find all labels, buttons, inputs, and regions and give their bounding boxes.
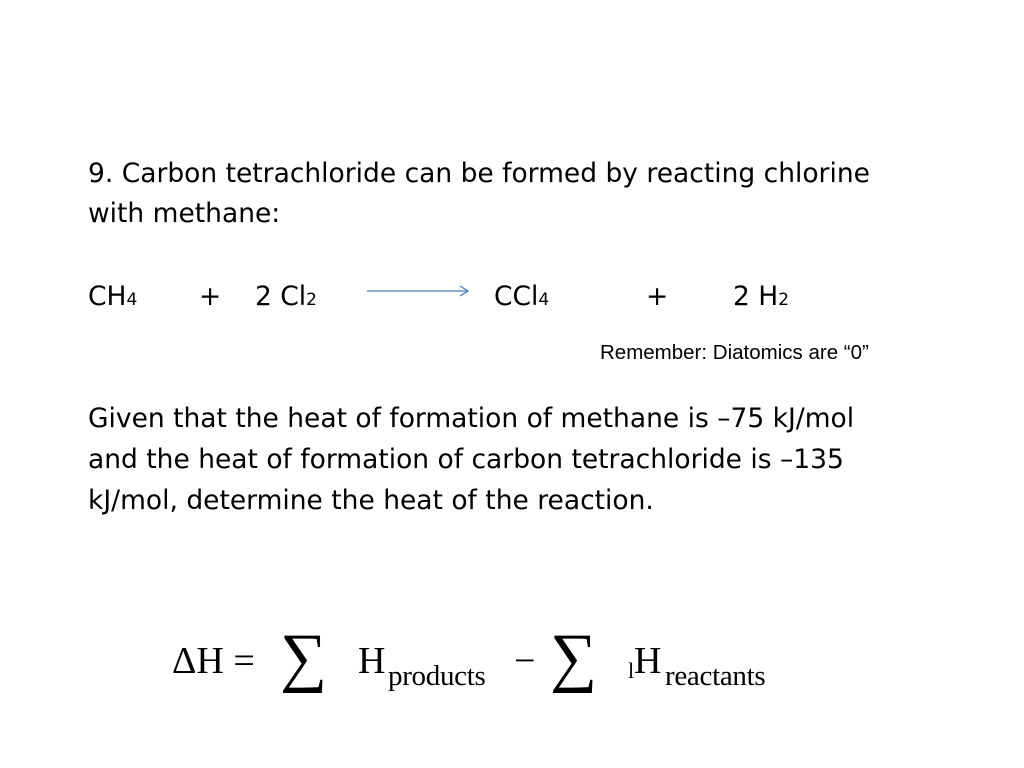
question-line-2: with methane: [88, 198, 281, 229]
plus-sign-1: + [199, 281, 222, 312]
reactant-chlorine [255, 277, 317, 320]
sigma-icon-products: ∑ [280, 621, 328, 694]
diatomics-note: Remember: Diatomics are “0” [600, 341, 869, 364]
reactant-methane [88, 277, 137, 320]
question-text [88, 154, 928, 234]
formula-minus: − [514, 640, 536, 682]
product-ccl4-subscript: 4 [538, 290, 550, 310]
reactant-methane-formula: CH [88, 281, 127, 312]
formula-subscript-reactants: reactants [665, 660, 766, 692]
product-hydrogen [733, 277, 789, 320]
reactant-methane-subscript: 4 [126, 290, 138, 310]
product-hydrogen-formula: 2 H [733, 281, 779, 312]
question-line-1: 9. Carbon tetrachloride can be formed by reacting chlorine [88, 158, 870, 189]
given-line-2: and the heat of formation of carbon tetrachloride is –135 [88, 444, 844, 475]
given-line-1: Given that the heat of formation of methane is –75 kJ/mol [88, 403, 855, 434]
given-line-3: kJ/mol, determine the heat of the reaction. [88, 485, 654, 516]
reactant-chlorine-subscript: 2 [306, 290, 317, 310]
formula-h-reactants: H [634, 640, 662, 682]
product-carbon-tetrachloride [494, 277, 549, 320]
reactant-chlorine-formula: 2 Cl [255, 281, 307, 312]
plus-sign-2: + [646, 281, 669, 312]
product-ccl4-formula: CCl [494, 281, 539, 312]
formula-subscript-products: products [388, 660, 486, 692]
reaction-arrow-icon [366, 282, 472, 298]
product-hydrogen-subscript: 2 [778, 290, 790, 310]
formula-delta-h: ΔH = [172, 640, 255, 682]
sigma-icon-reactants: ∑ [550, 621, 598, 694]
given-text [88, 398, 918, 521]
formula-h-products: H [358, 640, 386, 682]
formula-stray-mark: l [628, 658, 635, 683]
